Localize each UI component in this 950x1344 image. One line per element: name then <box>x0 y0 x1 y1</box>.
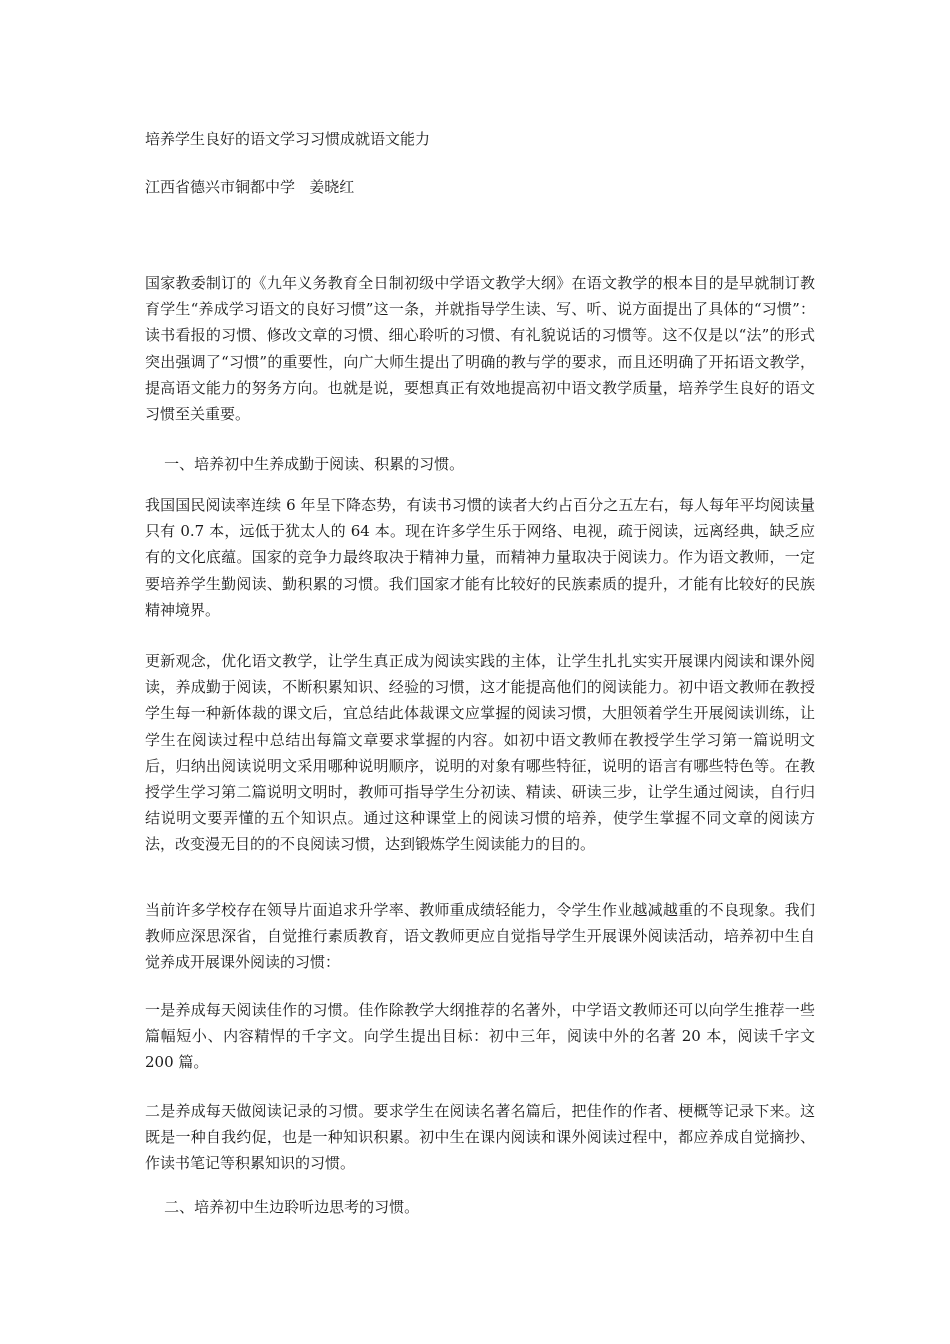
section-heading-1: 一、培养初中生养成勤于阅读、积累的习惯。 <box>145 455 465 473</box>
paragraph-first-habit: 一是养成每天阅读佳作的习惯。佳作除教学大纲推荐的名著外，中学语文教师还可以向学生推荐一些篇幅短小、内容精悍的千字文。向学生提出目标：初中三年，阅读中外的名著 20 本，阅读千字文 200 篇。 <box>145 1001 815 1072</box>
section-heading-2: 二、培养初中生边聆听边思考的习惯。 <box>145 1198 420 1216</box>
paragraph-second-habit: 二是养成每天做阅读记录的习惯。要求学生在阅读名著名篇后，把佳作的作者、梗概等记录下来。这既是一种自我约促，也是一种知识积累。初中生在课内阅读和课外阅读过程中，都应养成自觉摘抄、作读书笔记等积累知识的习惯。 <box>145 1102 815 1173</box>
document-author: 江西省德兴市铜都中学 姜晓红 <box>145 178 355 196</box>
paragraph-reading-rate: 我国国民阅读率连续 6 年呈下降态势，有读书习惯的读者大约占百分之五左右，每人每年平均阅读量只有 0.7 本，远低于犹太人的 64 本。现在许多学生乐于网络、电视，疏于阅读，远离经典，缺乏应有的文化底蕴。国家的竞争力最终取决于精神力量，而精神力量取决于阅读力。作为语文教师，一定要培养学生勤阅读、勤积累的习惯。我们国家才能有比较好的民族素质的提升，才能有比较好的民族精神境界。 <box>145 496 815 619</box>
paragraph-current-schools: 当前许多学校存在领导片面追求升学率、教师重成绩轻能力，令学生作业越减越重的不良现象。我们教师应深思深省，自觉推行素质教育，语文教师更应自觉指导学生开展课外阅读活动，培养初中生自觉养成开展课外阅读的习惯： <box>145 901 815 972</box>
paragraph-update-concept: 更新观念，优化语文教学，让学生真正成为阅读实践的主体，让学生扎扎实实开展课内阅读和课外阅读，养成勤于阅读，不断积累知识、经验的习惯，这才能提高他们的阅读能力。初中语文教师在教授学生每一种新体裁的课文后，宜总结此体裁课文应掌握的阅读习惯，大胆领着学生开展阅读训练，让学生在阅读过程中总结出每篇文章要求掌握的内容。如初中语文教师在教授学生学习第一篇说明文后，归纳出阅读说明文采用哪种说明顺序，说明的对象有哪些特征，说明的语言有哪些特色等。在教授学生学习第二篇说明文明时，教师可指导学生分初读、精读、研读三步，让学生通过阅读，自行归结说明文要弄懂的五个知识点。通过这种课堂上的阅读习惯的培养，使学生掌握不同文章的阅读方法，改变漫无目的的不良阅读习惯，达到锻炼学生阅读能力的目的。 <box>145 652 815 854</box>
document-page <box>145 0 815 1344</box>
document-title: 培养学生良好的语文学习习惯成就语文能力 <box>145 130 431 148</box>
paragraph-intro: 国家教委制订的《九年义务教育全日制初级中学语文教学大纲》在语文教学的根本目的是早就制订教育学生“养成学习语文的良好习惯”这一条，并就指导学生读、写、听、说方面提出了具体的“习惯”：读书看报的习惯、修改文章的习惯、细心聆听的习惯、有礼貌说话的习惯等。这不仅是以“法”的形式突出强调了“习惯”的重要性，向广大师生提出了明确的教与学的要求，而且还明确了开拓语文教学，提高语文能力的努务方向。也就是说，要想真正有效地提高初中语文教学质量，培养学生良好的语文习惯至关重要。 <box>145 274 815 424</box>
